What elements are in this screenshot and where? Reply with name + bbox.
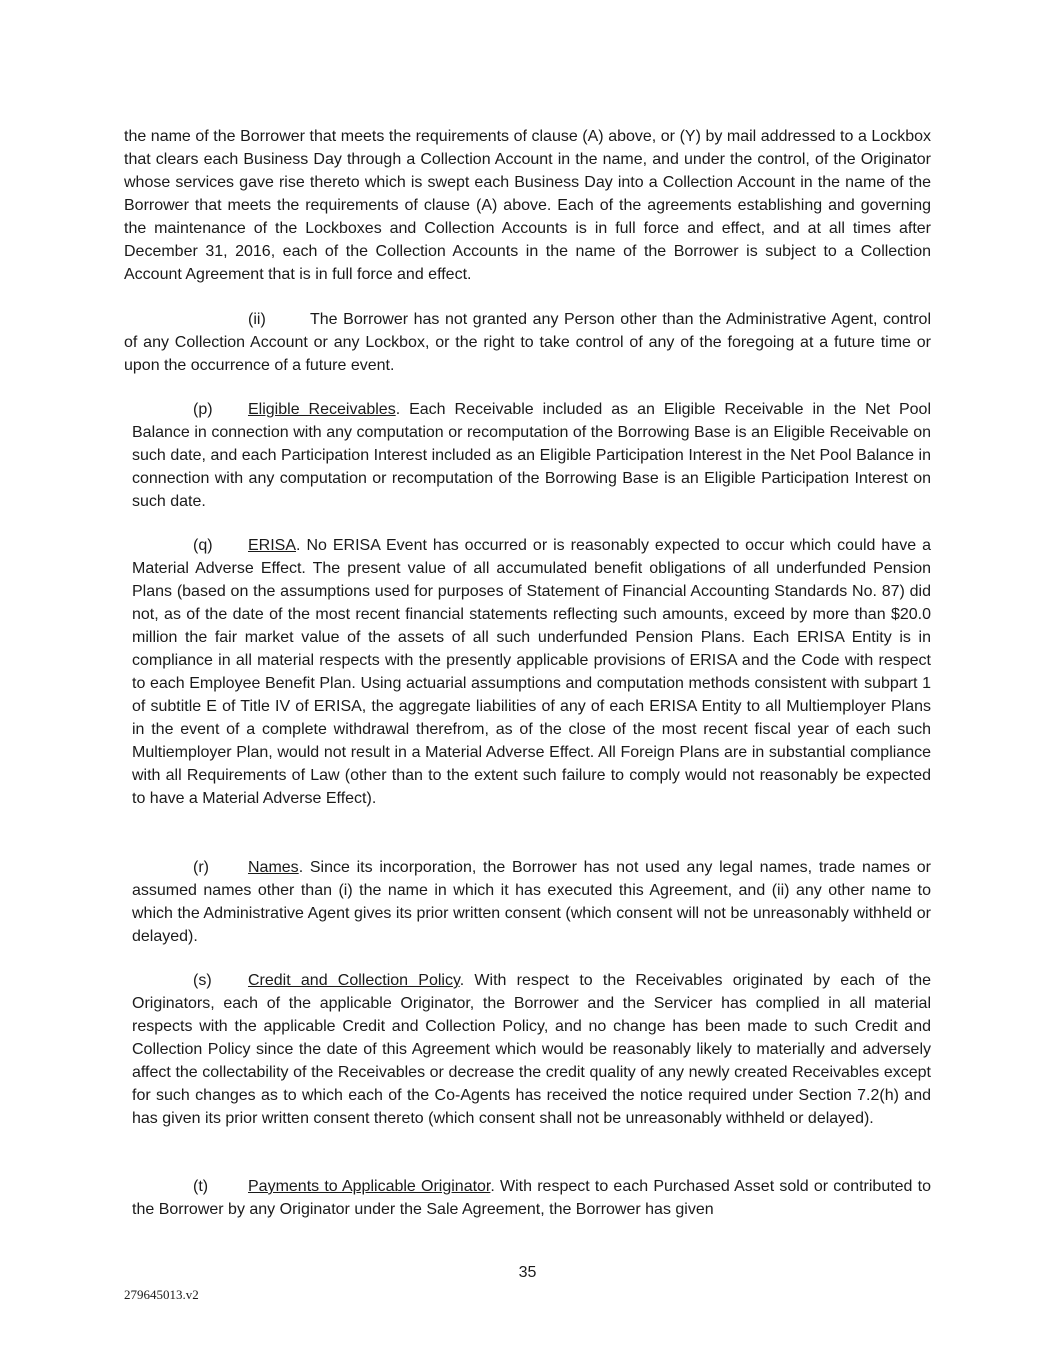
clause-r-number: (r) [193,859,209,876]
clause-q-number: (q) [193,537,213,554]
clause-ii-number: (ii) [248,311,266,328]
clause-s-number: (s) [193,972,212,989]
clause-q [132,534,931,810]
clause-q-text: . No ERISA Event has occurred or is reasonably expected to occur which could have a Material Adverse Effect. The present value of all accumulated benefit obligations of all underfunded Pension Plans (based on the assumptions used for purposes of Statement of Financial Accounting Standards No. 87) did not, as of the date of the most recent financial statements reflecting such amounts, exceed by more than $20.0 million the fair market value of the assets of all such underfunded Pension Plans. Each ERISA Entity is in compliance in all material respects with the presently applicable provisions of ERISA and the Code with respect to each Employee Benefit Plan. Using actuarial assumptions and computation methods consistent with subpart 1 of subtitle E of Title IV of ERISA, the aggregate liabilities of any of each ERISA Entity to all Multiemployer Plans in the event of a complete withdrawal therefrom, as of the close of the most recent fiscal year of each such Multiemployer Plan, would not result in a Material Adverse Effect. All Foreign Plans are in substantial compliance with all Requirements of Law (other than to the extent such failure to comply would not reasonably be expected to have a Material Adverse Effect). [132,537,931,807]
clause-p [132,398,931,513]
document-id: 279645013.v2 [124,1287,199,1302]
intro-paragraph: the name of the Borrower that meets the requirements of clause (A) above, or (Y) by mail addressed to a Lockbox that clears each Business Day through a Collection Account in the name, and under the control, of the Originator whose services gave rise thereto which is swept each Business Day into a Collection Account in the name of the Borrower that meets the requirements of clause (A) above. Each of the agreements establishing and governing the maintenance of the Lockboxes and Collection Accounts is in full force and effect, and at all times after December 31, 2016, each of the Collection Accounts in the name of the Borrower is subject to a Collection Account Agreement that is in full force and effect. [124,128,931,283]
clause-t [132,1175,931,1221]
clause-s [132,969,931,1130]
clause-s-text: . With respect to the Receivables originated by each of the Originators, each of the applicable Originator, the Borrower and the Servicer has complied in all material respects with the applicable Credit and Collection Policy, and no change has been made to such Credit and Collection Policy since the date of this Agreement which would be reasonably likely to materially and adversely affect the collectability of the Receivables or decrease the credit quality of any newly created Receivables except for such changes as to which each of the Co-Agents has received the notice required under Section 7.2(h) and has given its prior written consent thereto (which consent shall not be unreasonably withheld or delayed). [132,972,931,1127]
clause-s-heading: Credit and Collection Policy [248,972,460,989]
clause-r [132,856,931,948]
clause-ii-text: The Borrower has not granted any Person other than the Administrative Agent, control of any Collection Account or any Lockbox, or the right to take control of any of the foregoing at a future time or upon the occurrence of a future event. [124,311,931,374]
clause-ii [124,308,931,377]
clause-p-number: (p) [193,401,213,418]
clause-q-heading: ERISA [248,537,297,554]
clause-p-heading: Eligible Receivables [248,401,396,418]
clause-t-text: . With respect to each Purchased Asset sold or contributed to the Borrower by any Originator under the Sale Agreement, the Borrower has given [132,1178,931,1218]
clause-r-text: . Since its incorporation, the Borrower has not used any legal names, trade names or assumed names other than (i) the name in which it has executed this Agreement, and (ii) any other name to which the Administrative Agent gives its prior written consent (which consent will not be unreasonably withheld or delayed). [132,859,931,945]
clause-r-heading: Names [248,859,299,876]
clause-p-text: . Each Receivable included as an Eligible Receivable in the Net Pool Balance in connection with any computation or recomputation of the Borrowing Base is an Eligible Receivable on such date, and each Participation Interest included as an Eligible Participation Interest in the Net Pool Balance in connection with any computation or recomputation of the Borrowing Base is an Eligible Participation Interest on such date. [132,401,931,510]
clause-t-heading: Payments to Applicable Originator [248,1178,491,1195]
clause-t-number: (t) [193,1178,209,1195]
page-number: 35 [518,1264,537,1281]
